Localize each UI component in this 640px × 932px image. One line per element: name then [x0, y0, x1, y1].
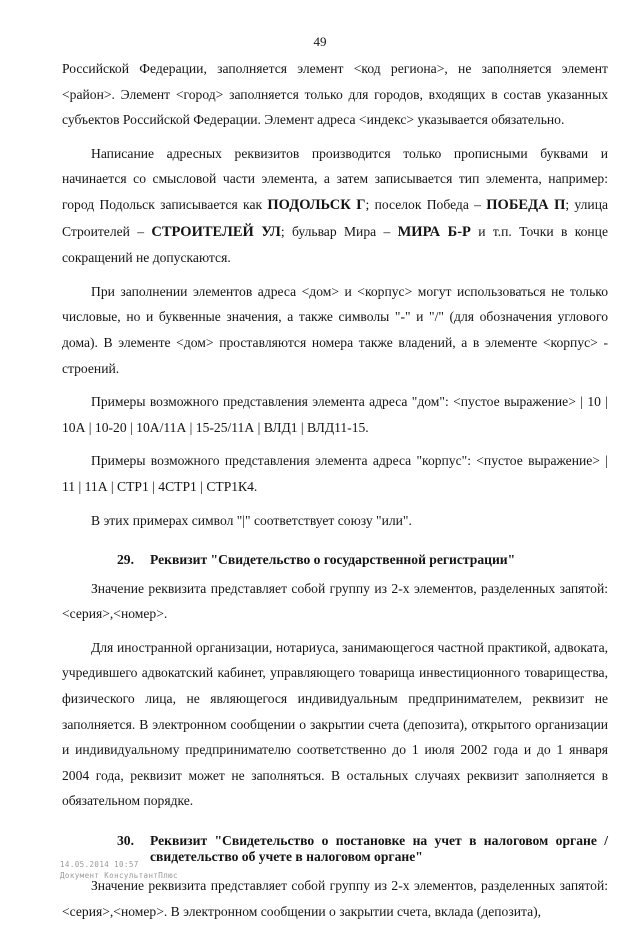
body-paragraph: [62, 508, 608, 534]
paragraph-text: и т.п. Точки в конце сокращений не допускаются.: [62, 223, 608, 266]
intro-paragraphs: [62, 56, 608, 533]
address-example-bold: МИРА Б-Р: [397, 223, 471, 240]
section-29-number: 29.: [117, 552, 134, 568]
page-number: 49: [313, 34, 327, 49]
section-30-paragraph: Значение реквизита представляет собой группу из 2-х элементов, разделенных запятой: <серия>,<номер>. В электронном сообщении о закрытии счета, вклада (депозита),: [62, 877, 608, 919]
document-body: [62, 56, 608, 932]
address-example-bold: ПОБЕДА П: [486, 196, 566, 213]
body-paragraph: [62, 141, 608, 271]
paragraph-text: При заполнении элементов адреса <дом> и <корпус> могут использоваться не только числовые, но и буквенные значения, а также символы "-" и "/" (для обозначения углового дома). В элементе <дом> проставляются номера также владений, а в элементе <корпус> - строений.: [62, 283, 608, 376]
section-29-title: Реквизит "Свидетельство о государственной регистрации": [150, 552, 516, 568]
section-29-paragraph: Значение реквизита представляет собой группу из 2-х элементов, разделенных запятой: <серия>,<номер>.: [62, 580, 608, 622]
paragraph-text: ; улица Строителей –: [62, 196, 608, 239]
paragraph-text: Примеры возможного представления элемента адреса "дом": <пустое выражение> | 10 | 10А | 10-20 | 10А/11А | 15-25/11А | ВЛД1 | ВЛД11-15.: [62, 394, 608, 435]
paragraph-text: Примеры возможного представления элемента адреса "корпус": <пустое выражение> | 11 | 11А | СТР1 | 4СТР1 | СТР1К4.: [62, 453, 608, 494]
body-paragraph: [62, 279, 608, 381]
paragraph-text: Написание адресных реквизитов производится только прописными буквами и начинается со смысловой части элемента, а затем записывается тип элемента, например: город Подольск записывается как: [62, 145, 608, 212]
address-example-bold: СТРОИТЕЛЕЙ УЛ: [151, 223, 281, 240]
footer-stamp-source: Документ КонсультантПлюс: [60, 871, 178, 880]
section-30-title: Реквизит "Свидетельство о постановке на учет в налоговом органе / свидетельство об учете в налоговом органе": [150, 832, 608, 865]
footer-stamp-date: 14.05.2014 10:57: [60, 860, 139, 869]
body-paragraph: [62, 448, 608, 499]
body-paragraph: [62, 56, 608, 133]
body-paragraph: [62, 389, 608, 440]
section-29-heading: [62, 552, 608, 569]
section-30-number: 30.: [117, 832, 134, 848]
address-example-bold: ПОДОЛЬСК Г: [267, 196, 366, 213]
paragraph-text: ; поселок Победа –: [365, 196, 487, 212]
paragraph-text: В этих примерах символ "|" соответствует союзу "или".: [91, 512, 412, 528]
paragraph-text: ; бульвар Мира –: [280, 223, 398, 239]
paragraph-text: Российской Федерации, заполняется элемент <код региона>, не заполняется элемент <район>. Элемент <город> заполняется только для городов, входящих в состав указанных субъектов Российской Федерации. Элемент адреса <индекс> указывается обязательно.: [62, 61, 608, 128]
section-29-paragraph: Для иностранной организации, нотариуса, занимающегося частной практикой, адвоката, учредившего адвокатский кабинет, управляющего товарища инвестиционного товарищества, физического лица, не являющегося индивидуальным предпринимателем, реквизит не заполняется. В электронном сообщении о закрытии счета (депозита), открытого организации и индивидуальному предпринимателю соответственно до 1 июля 2002 года и до 1 января 2004 года, реквизит может не заполняться. В остальных случаях реквизит заполняется в обязательном порядке.: [62, 639, 608, 809]
